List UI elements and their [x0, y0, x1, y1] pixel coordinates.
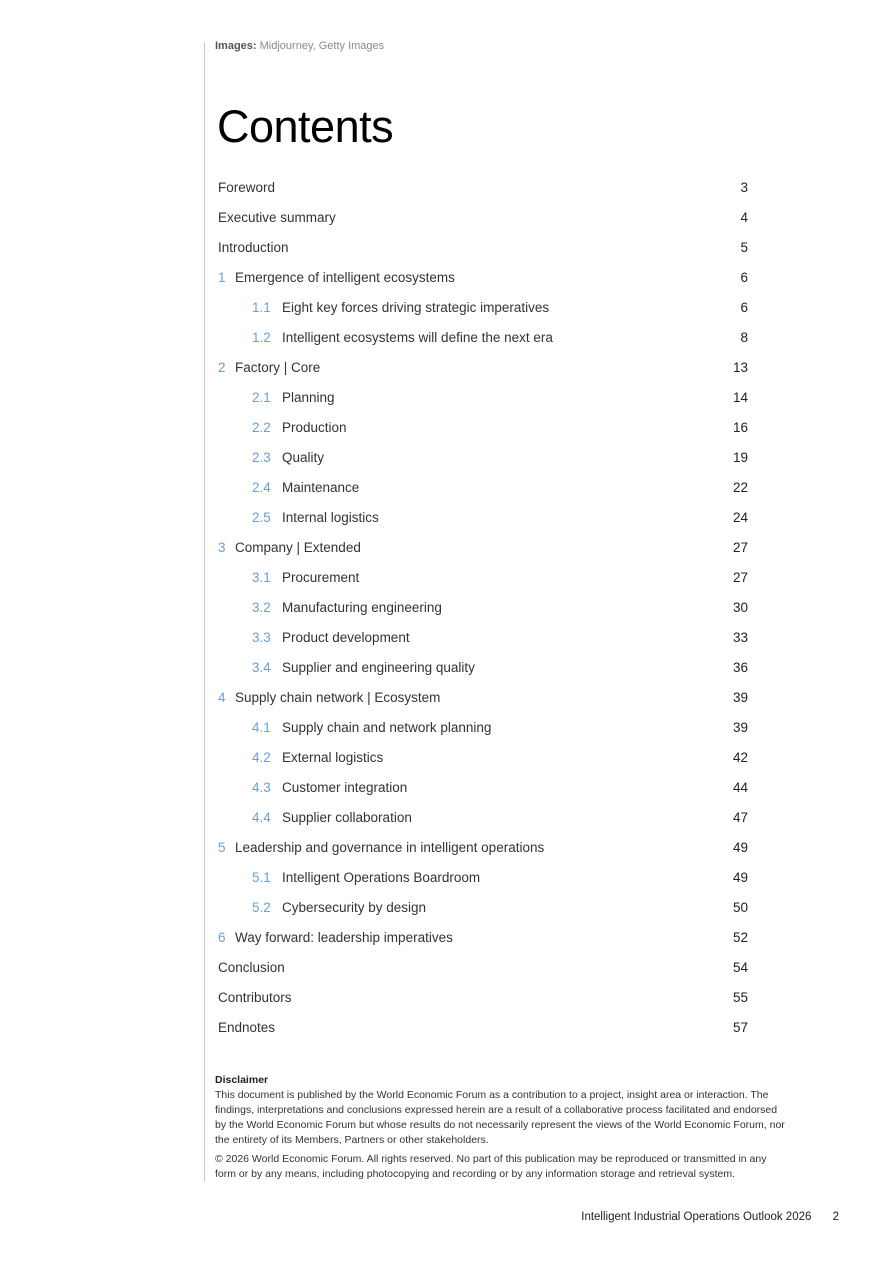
toc-entry-title: External logistics: [282, 750, 384, 765]
toc-entry-page: 5: [740, 240, 748, 255]
disclaimer: [215, 1073, 785, 1182]
toc-entry-number: 5: [218, 840, 226, 855]
toc-entry-page: 27: [732, 540, 748, 555]
toc-entry-title: Product development: [282, 630, 410, 645]
page-title: Contents: [217, 101, 394, 152]
toc-entry-page: 42: [732, 750, 748, 765]
toc-entry[interactable]: [218, 203, 750, 233]
toc-entry-title: Factory | Core: [235, 360, 321, 375]
toc-entry[interactable]: [218, 263, 750, 293]
toc-entry-number: 2.5: [252, 510, 271, 525]
toc-entry-title: Contributors: [218, 990, 292, 1005]
toc-entry[interactable]: [218, 743, 750, 773]
toc-entry-page: 8: [740, 330, 748, 345]
toc-entry-number: 4.1: [252, 720, 271, 735]
toc-entry-page: 14: [732, 390, 748, 405]
toc-entry-page: 39: [732, 690, 748, 705]
toc-entry-number: 4: [218, 690, 226, 705]
toc-entry-page: 19: [732, 450, 748, 465]
toc-entry-title: Customer integration: [282, 780, 408, 795]
toc-entry-page: 33: [732, 630, 748, 645]
toc-entry-title: Foreword: [218, 180, 276, 195]
toc-entry-page: 16: [732, 420, 748, 435]
left-margin-rule: [204, 42, 205, 1181]
toc-entry[interactable]: [218, 653, 750, 683]
toc-entry-number: 6: [218, 930, 226, 945]
toc-entry[interactable]: [218, 863, 750, 893]
footer-page-number: 2: [832, 1211, 839, 1223]
toc-entry-number: 1.2: [252, 330, 271, 345]
disclaimer-heading: Disclaimer: [215, 1074, 269, 1086]
toc-entry-page: 30: [732, 600, 748, 615]
toc-entry-page: 22: [732, 480, 748, 495]
toc-entry[interactable]: [218, 563, 750, 593]
toc-entry-title: Supplier and engineering quality: [282, 660, 475, 675]
toc-entry[interactable]: [218, 953, 750, 983]
toc-entry-page: 6: [740, 300, 748, 315]
toc-entry-number: 5.2: [252, 900, 271, 915]
toc-entry-number: 2.3: [252, 450, 271, 465]
toc-entry-title: Company | Extended: [235, 540, 361, 555]
toc-entry-title: Leadership and governance in intelligent operations: [235, 840, 545, 855]
toc-entry-page: 54: [732, 960, 748, 975]
toc-entry-title: Eight key forces driving strategic imperatives: [282, 300, 550, 315]
toc-entry-title: Conclusion: [218, 960, 285, 975]
toc-entry-page: 4: [740, 210, 748, 225]
toc-entry-page: 49: [732, 840, 748, 855]
toc-entry[interactable]: [218, 353, 750, 383]
toc-entry-title: Production: [282, 420, 347, 435]
toc-entry-title: Procurement: [282, 570, 360, 585]
toc-entry[interactable]: [218, 593, 750, 623]
toc-entry-number: 2.2: [252, 420, 271, 435]
footer-report-title: Intelligent Industrial Operations Outlook 2026: [581, 1211, 812, 1223]
toc-entry-title: Supply chain and network planning: [282, 720, 492, 735]
toc-entry[interactable]: [218, 1013, 750, 1043]
toc-entry-number: 3.2: [252, 600, 271, 615]
toc-entry[interactable]: [218, 503, 750, 533]
toc-entry[interactable]: [218, 233, 750, 263]
toc-entry-page: 47: [732, 810, 748, 825]
toc-entry-number: 3.1: [252, 570, 271, 585]
toc-entry-page: 57: [732, 1020, 748, 1035]
toc-entry-title: Introduction: [218, 240, 289, 255]
toc-entry-title: Supplier collaboration: [282, 810, 412, 825]
toc-entry-title: Way forward: leadership imperatives: [235, 930, 453, 945]
toc-entry-number: 1: [218, 270, 226, 285]
image-credits-label: Images:: [215, 40, 257, 52]
toc-entry-number: 5.1: [252, 870, 271, 885]
toc-entry-page: 50: [732, 900, 748, 915]
toc-entry-title: Executive summary: [218, 210, 336, 225]
toc-entry-number: 2.1: [252, 390, 271, 405]
toc-entry-title: Planning: [282, 390, 335, 405]
toc-entry-number: 3: [218, 540, 226, 555]
toc-entry[interactable]: [218, 683, 750, 713]
toc-entry[interactable]: [218, 773, 750, 803]
toc-entry-number: 4.4: [252, 810, 271, 825]
toc-entry-title: Internal logistics: [282, 510, 379, 525]
toc-entry-number: 3.4: [252, 660, 271, 675]
table-of-contents: [218, 173, 750, 1043]
toc-entry-page: 36: [732, 660, 748, 675]
toc-entry-title: Quality: [282, 450, 325, 465]
toc-entry-page: 24: [732, 510, 748, 525]
toc-entry-page: 52: [732, 930, 748, 945]
toc-entry[interactable]: [218, 803, 750, 833]
toc-entry-title: Supply chain network | Ecosystem: [235, 690, 441, 705]
toc-entry[interactable]: [218, 413, 750, 443]
toc-entry-page: 3: [740, 180, 748, 195]
toc-entry[interactable]: [218, 323, 750, 353]
toc-entry-title: Manufacturing engineering: [282, 600, 442, 615]
toc-entry-title: Cybersecurity by design: [282, 900, 427, 915]
toc-entry[interactable]: [218, 173, 750, 203]
toc-entry[interactable]: [218, 893, 750, 923]
toc-entry-number: 2.4: [252, 480, 271, 495]
toc-entry-number: 1.1: [252, 300, 271, 315]
toc-entry-number: 2: [218, 360, 226, 375]
toc-entry[interactable]: [218, 533, 750, 563]
toc-entry-title: Endnotes: [218, 1020, 276, 1035]
toc-entry[interactable]: [218, 383, 750, 413]
toc-entry-page: 13: [732, 360, 748, 375]
toc-entry-title: Emergence of intelligent ecosystems: [235, 270, 455, 285]
page-footer: [581, 1211, 839, 1223]
toc-entry-page: 39: [732, 720, 748, 735]
toc-entry[interactable]: [218, 713, 750, 743]
disclaimer-body: This document is published by the World Economic Forum as a contribution to a project, insight area or interaction. The findings, interpretations and conclusions expressed herein are a result of a collaborative process facilitated and endorsed by the World Economic Forum but whose results do not necessarily represent the views of the World Economic Forum, nor the entirety of its Members, Partners or other stakeholders.: [215, 1089, 785, 1146]
toc-entry-number: 4.2: [252, 750, 271, 765]
toc-entry-number: 3.3: [252, 630, 271, 645]
toc-entry-title: Maintenance: [282, 480, 360, 495]
toc-entry-page: 27: [732, 570, 748, 585]
toc-entry[interactable]: [218, 623, 750, 653]
toc-entry-page: 6: [740, 270, 748, 285]
toc-entry[interactable]: [218, 473, 750, 503]
toc-entry[interactable]: [218, 443, 750, 473]
copyright-notice: © 2026 World Economic Forum. All rights reserved. No part of this publication may be reproduced or transmitted in any form or by any means, including photocopying and recording or by any information storage and retrieval system.: [215, 1153, 767, 1180]
image-credits: [215, 40, 384, 52]
toc-entry-page: 55: [732, 990, 748, 1005]
image-credits-text: Midjourney, Getty Images: [259, 40, 385, 52]
toc-entry-title: Intelligent Operations Boardroom: [282, 870, 481, 885]
toc-entry-page: 44: [732, 780, 748, 795]
toc-entry-number: 4.3: [252, 780, 271, 795]
toc-entry-page: 49: [732, 870, 748, 885]
toc-entry[interactable]: [218, 293, 750, 323]
toc-entry-title: Intelligent ecosystems will define the next era: [282, 330, 553, 345]
toc-entry[interactable]: [218, 833, 750, 863]
toc-entry[interactable]: [218, 923, 750, 953]
toc-entry[interactable]: [218, 983, 750, 1013]
